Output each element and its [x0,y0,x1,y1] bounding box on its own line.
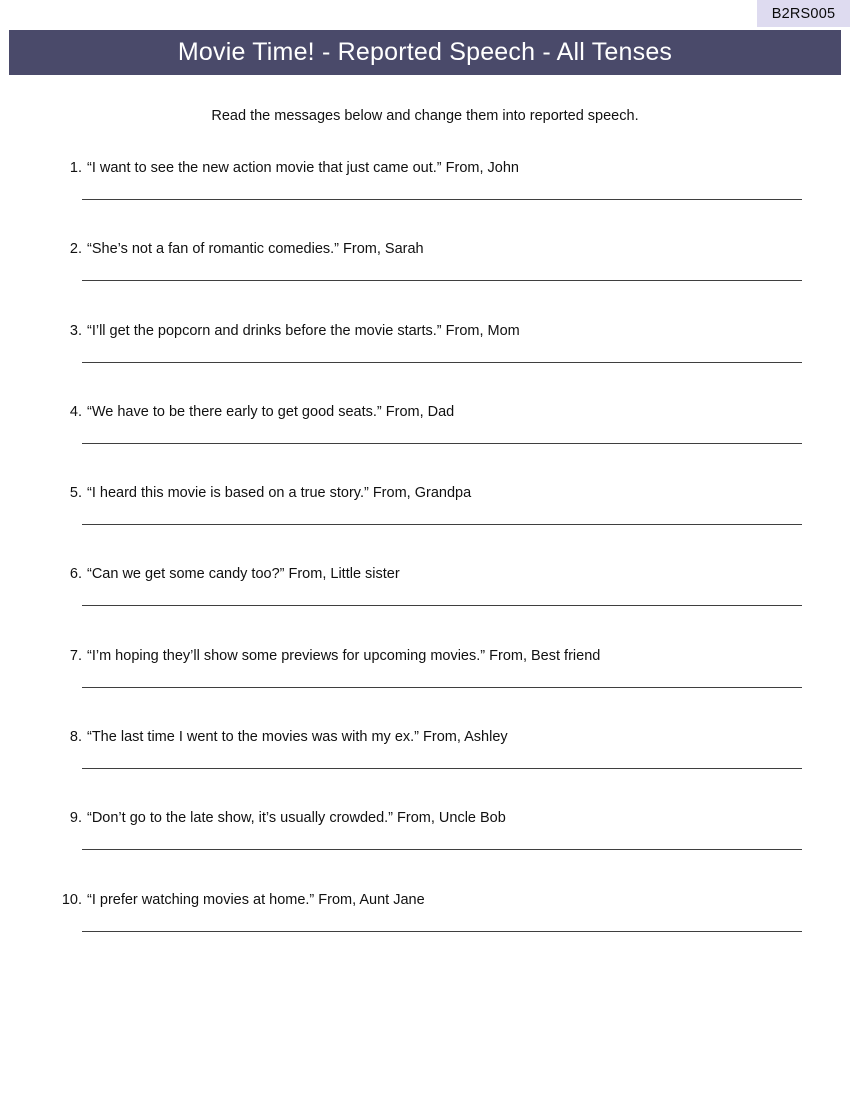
question-list [0,160,850,973]
question-row [0,566,850,582]
question-text: “She’s not a fan of romantic comedies.” From, Sarah [87,241,424,258]
answer-write-line[interactable] [82,768,802,769]
question-item [0,404,850,485]
worksheet-code-text: B2RS005 [771,5,836,22]
answer-write-line[interactable] [82,199,802,200]
answer-write-line[interactable] [82,524,802,525]
question-text: “We have to be there early to get good seats.” From, Dad [87,403,455,420]
question-text: “I heard this movie is based on a true story.” From, Grandpa [87,485,472,502]
question-row [0,729,850,745]
question-item [0,810,850,891]
question-row [0,485,850,501]
question-text: “I prefer watching movies at home.” From, Aunt Jane [87,891,425,908]
question-number: 10. [61,891,82,908]
question-number: 1. [69,160,82,176]
answer-write-line[interactable] [82,849,802,850]
question-item [0,160,850,241]
question-item [0,892,850,973]
question-item [0,485,850,566]
question-item [0,241,850,322]
question-item [0,648,850,729]
question-item [0,323,850,404]
question-row [0,160,850,176]
question-text: “The last time I went to the movies was with my ex.” From, Ashley [87,729,508,746]
question-number: 2. [69,241,82,258]
question-text: “I’m hoping they’ll show some previews for upcoming movies.” From, Best friend [87,647,601,664]
answer-write-line[interactable] [82,687,802,688]
question-row [0,404,850,420]
question-row [0,810,850,826]
answer-write-line[interactable] [82,362,802,363]
question-text: “I want to see the new action movie that just came out.” From, John [87,160,519,176]
question-number: 8. [69,729,82,746]
question-number: 7. [69,647,82,664]
question-number: 4. [69,403,82,420]
question-row [0,648,850,664]
title-banner [9,30,841,75]
question-text: “I’ll get the popcorn and drinks before the movie starts.” From, Mom [87,322,520,339]
question-item [0,729,850,810]
question-row [0,323,850,339]
question-item [0,566,850,647]
answer-write-line[interactable] [82,931,802,932]
instruction-text: Read the messages below and change them into reported speech. [211,108,639,124]
question-text: “Can we get some candy too?” From, Little sister [87,566,400,583]
answer-write-line[interactable] [82,443,802,444]
question-number: 3. [69,322,82,339]
answer-write-line[interactable] [82,280,802,281]
page-title: Movie Time! - Reported Speech - All Tenses [177,38,673,66]
question-row [0,241,850,257]
answer-write-line[interactable] [82,605,802,606]
question-text: “Don’t go to the late show, it’s usually crowded.” From, Uncle Bob [87,810,506,827]
question-number: 9. [69,810,82,827]
question-number: 6. [69,566,82,583]
worksheet-code-badge [757,0,850,27]
question-row [0,892,850,908]
question-number: 5. [69,485,82,502]
